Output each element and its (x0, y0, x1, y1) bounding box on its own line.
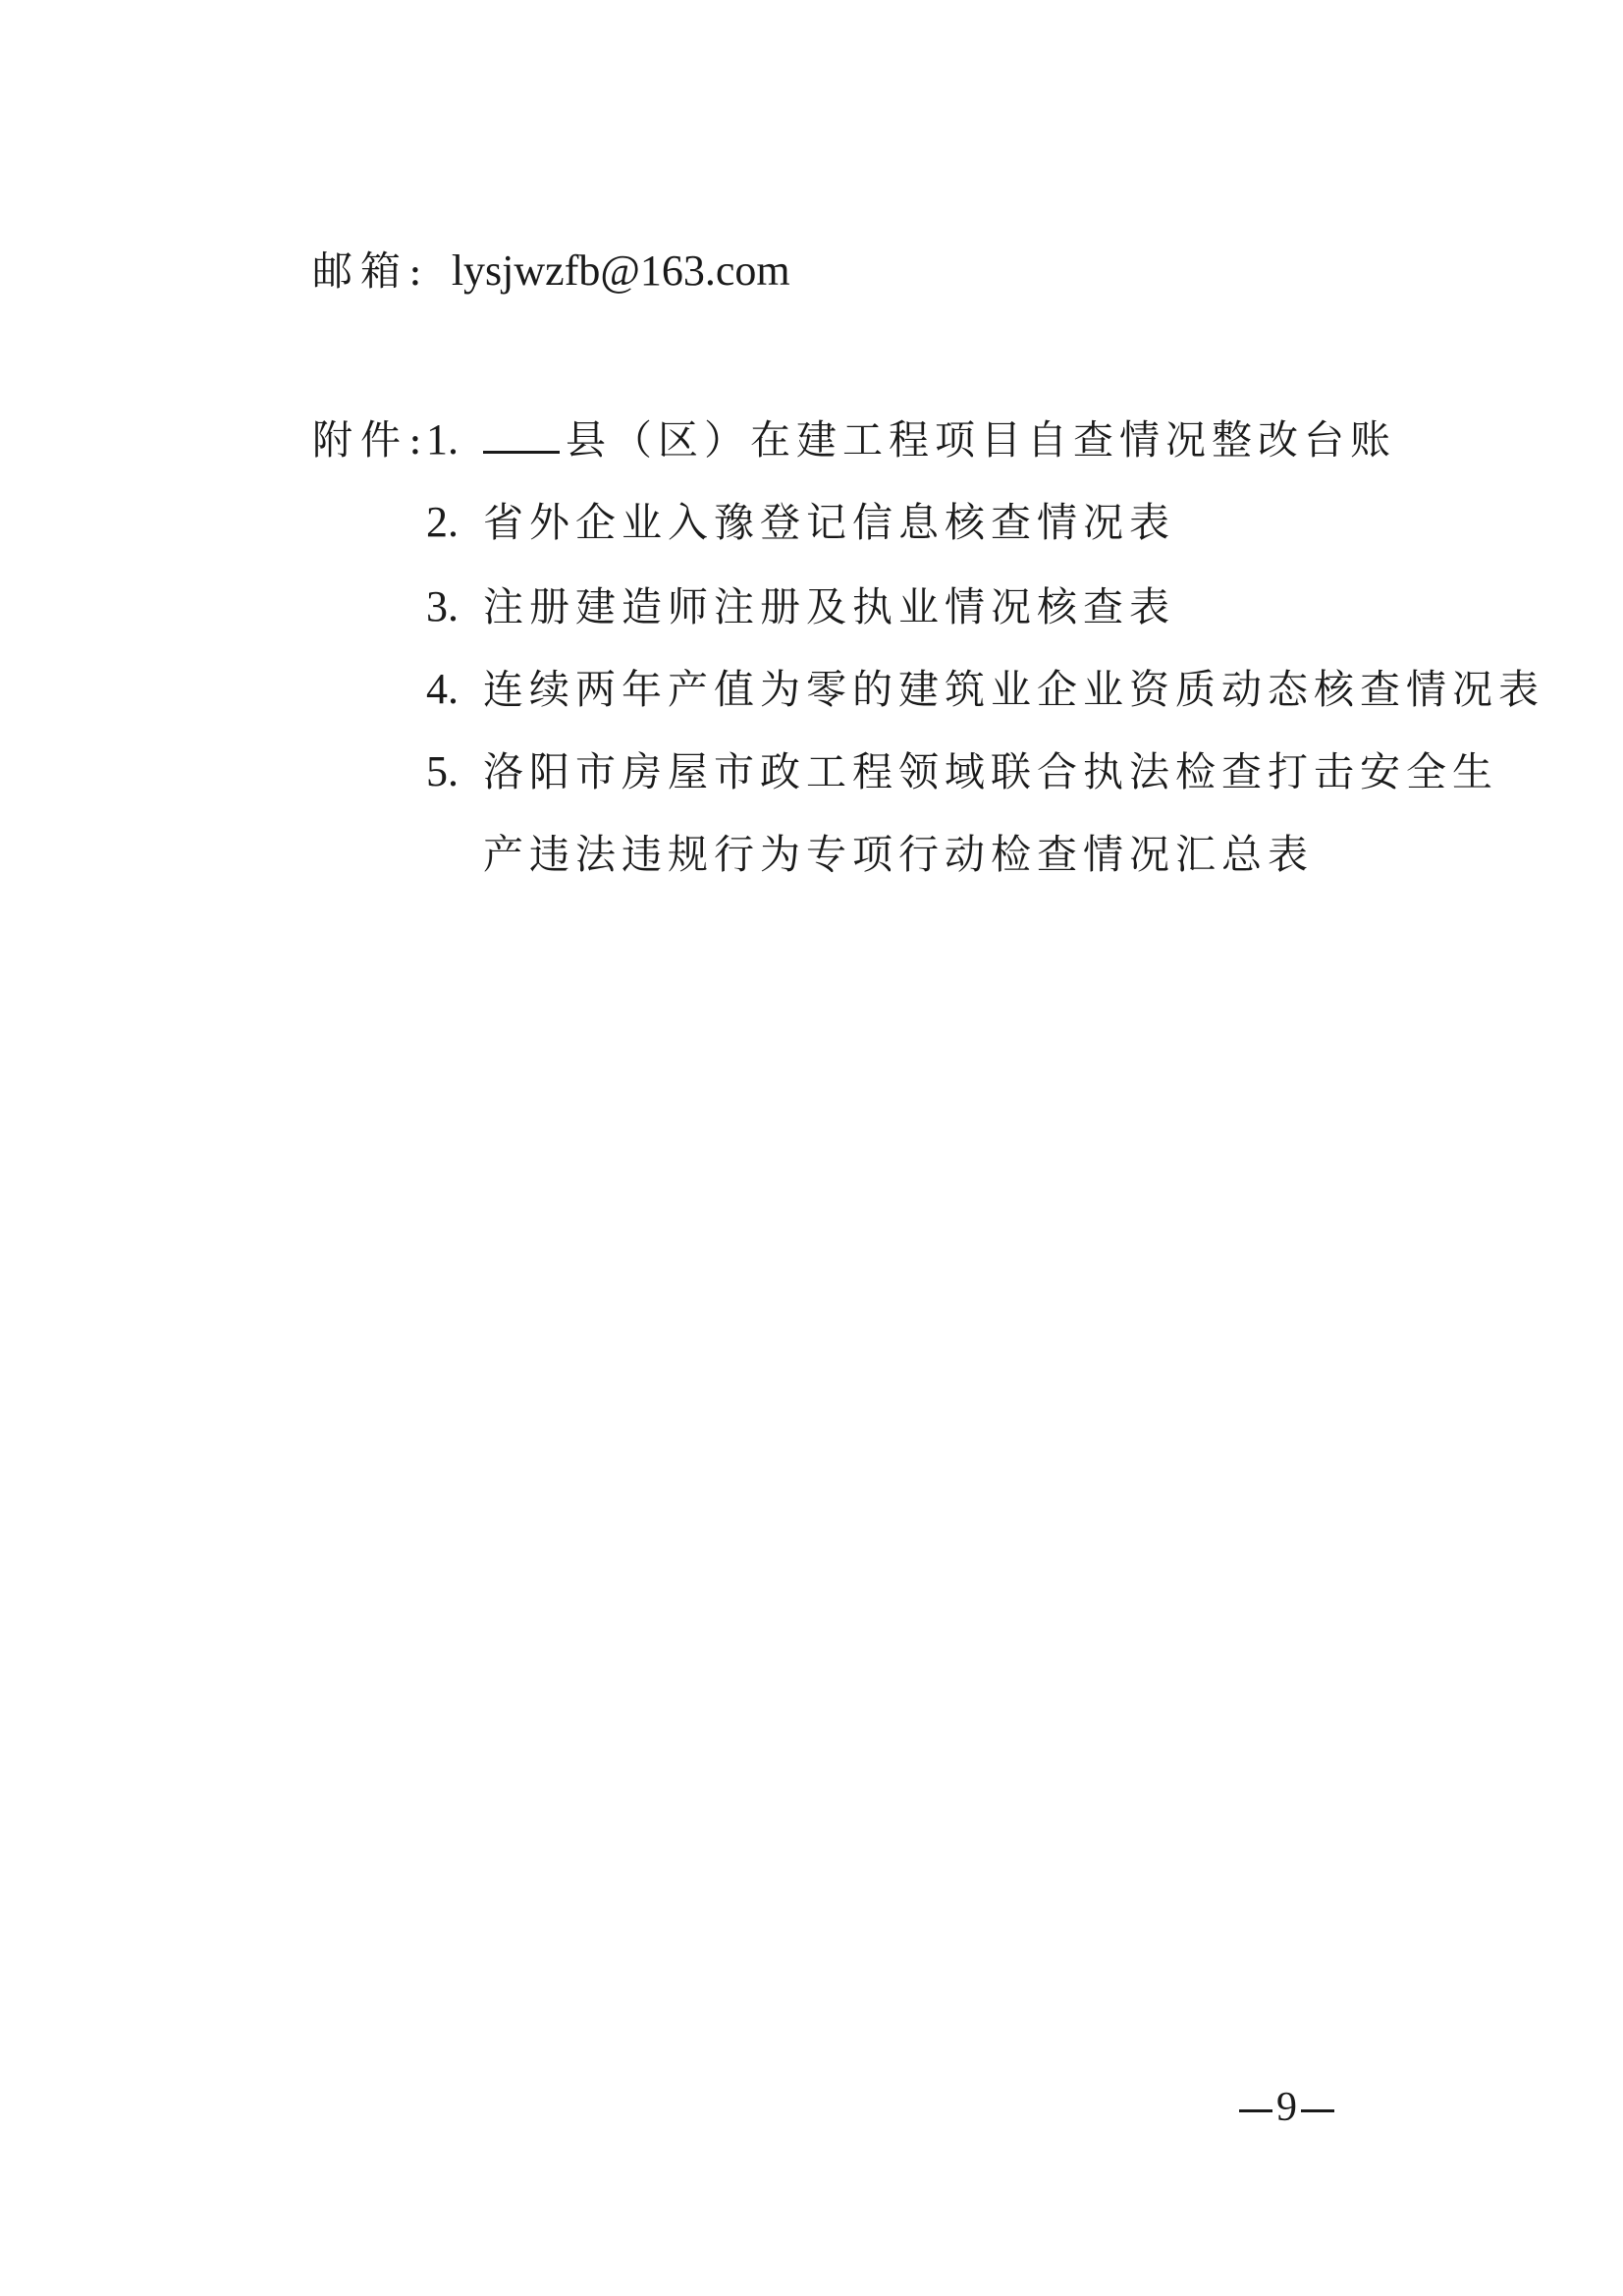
attachment-item-5-continuation (483, 827, 1314, 882)
attachment-item-1 (426, 412, 1396, 467)
attachment-title: 洛阳市房屋市政工程领域联合执法检查打击安全生 (483, 748, 1498, 795)
attachment-title: 连续两年产值为零的建筑业企业资质动态核查情况表 (483, 666, 1544, 713)
attachment-item-2 (426, 495, 1175, 550)
fill-in-blank-line (483, 415, 560, 454)
attachments-label: 附件: (312, 416, 430, 464)
attachment-title: 省外企业入豫登记信息核查情况表 (483, 499, 1175, 546)
attachment-number: 5. (426, 747, 459, 795)
attachment-item-4 (426, 662, 1544, 717)
page-dash-left (1239, 2109, 1272, 2112)
email-line (312, 244, 790, 299)
attachment-item-3 (426, 579, 1175, 634)
attachment-title: 县（区）在建工程项目自查情况整改台账 (566, 416, 1396, 464)
attachment-item-5 (426, 744, 1498, 799)
email-address: lysjwzfb@163.com (451, 246, 790, 295)
attachment-number: 1. (426, 415, 459, 464)
attachment-number: 3. (426, 582, 459, 630)
attachment-number: 4. (426, 665, 459, 713)
page-number (1235, 2080, 1338, 2135)
attachment-title-continuation: 产违法违规行为专项行动检查情况汇总表 (483, 831, 1314, 878)
attachment-title: 注册建造师注册及执业情况核查表 (483, 583, 1175, 630)
page-number-value: 9 (1276, 2085, 1297, 2130)
email-label: 邮箱: (312, 247, 430, 295)
attachment-number: 2. (426, 498, 459, 546)
page-dash-right (1301, 2109, 1334, 2112)
